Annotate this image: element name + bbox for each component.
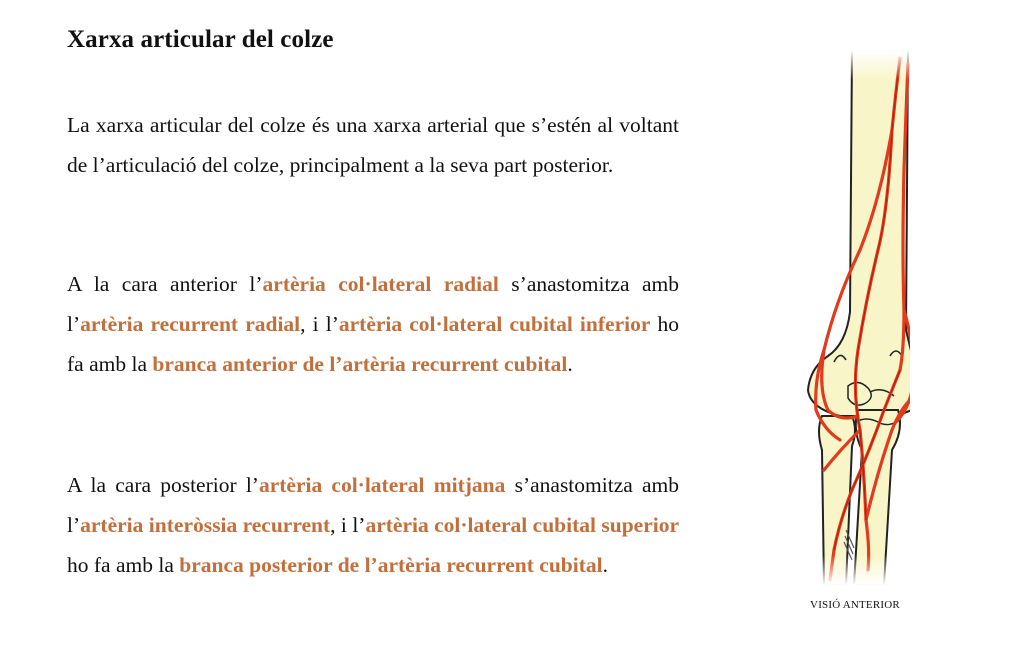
text-run: , i l’ bbox=[300, 312, 339, 336]
link-arteria-colateral-cubital-superior[interactable]: artèria col·lateral cubital superior bbox=[365, 513, 680, 537]
text-run: s’anastomitza amb l’ bbox=[67, 473, 679, 537]
text-run: . bbox=[602, 553, 608, 577]
text-run: s’anastomitza amb l’ bbox=[67, 272, 679, 336]
anterior-paragraph bbox=[67, 264, 679, 384]
page-title: Xarxa articular del colze bbox=[67, 26, 334, 53]
figure-caption: VISIÓ ANTERIOR bbox=[810, 599, 900, 611]
text-run: ho fa amb la bbox=[67, 312, 680, 376]
link-branca-anterior-recurrent-cubital[interactable]: branca anterior de l’artèria recurrent cubital bbox=[152, 352, 568, 376]
link-arteria-recurrent-radial[interactable]: artèria recurrent radial bbox=[80, 312, 301, 336]
link-arteria-colateral-radial[interactable]: artèria col·lateral radial bbox=[262, 272, 499, 296]
link-arteria-colateral-mitjana[interactable]: artèria col·lateral mitjana bbox=[258, 473, 506, 497]
link-arteria-colateral-cubital-inferior[interactable]: artèria col·lateral cubital inferior bbox=[338, 312, 651, 336]
text-run: A la cara posterior l’ bbox=[67, 473, 259, 497]
text-run: ho fa amb la bbox=[67, 553, 180, 577]
text-run: A la cara anterior l’ bbox=[67, 272, 263, 296]
posterior-paragraph bbox=[67, 465, 679, 585]
link-arteria-interossia-recurrent[interactable]: artèria interòssia recurrent bbox=[80, 513, 331, 537]
intro-paragraph: La xarxa articular del colze és una xarxa arterial que s’estén al voltant de l’articulació del colze, principalment a la seva part posterior. bbox=[67, 113, 679, 177]
elbow-arteries-illustration bbox=[800, 50, 910, 585]
text-run: , i l’ bbox=[330, 513, 366, 537]
link-branca-posterior-recurrent-cubital[interactable]: branca posterior de l’artèria recurrent cubital bbox=[179, 553, 603, 577]
text-run: . bbox=[567, 352, 573, 376]
